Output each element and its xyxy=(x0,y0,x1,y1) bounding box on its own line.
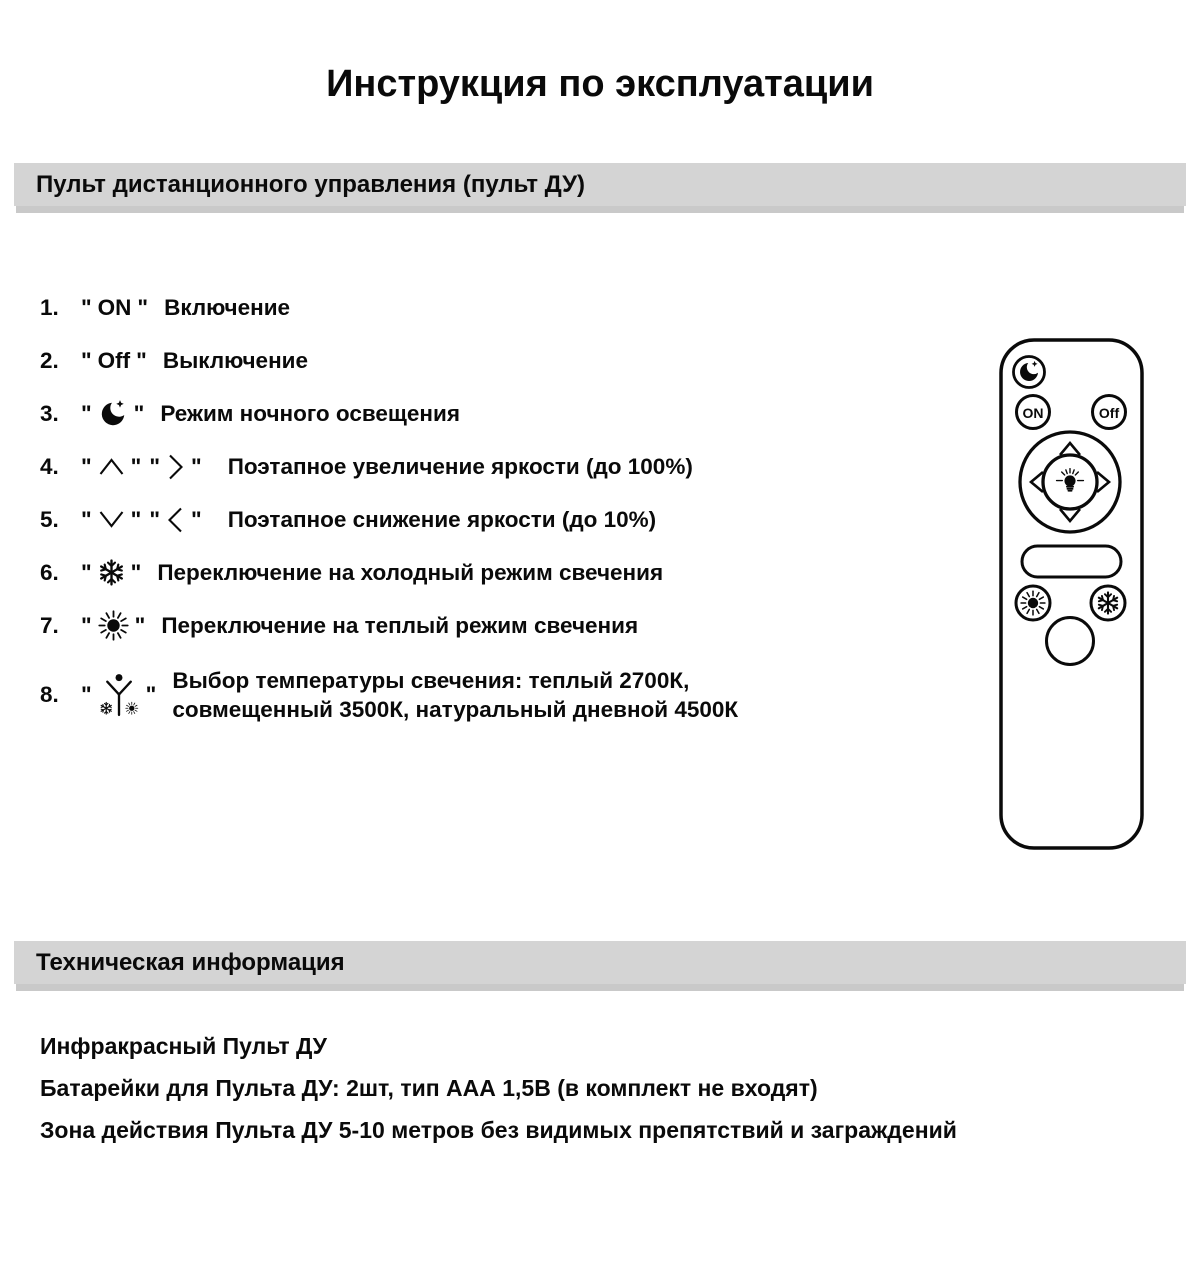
item-description-line1: Выбор температуры свечения: теплый 2700К, xyxy=(172,668,690,693)
quote-mark: " xyxy=(81,612,92,638)
quote-mark: " xyxy=(136,347,147,373)
tech-info-block xyxy=(40,1025,1200,1151)
quote-mark: " xyxy=(149,453,161,479)
quote-mark: " xyxy=(130,559,142,585)
quote-mark: " xyxy=(191,453,202,479)
quote-mark: " xyxy=(130,506,142,532)
snowflake-icon xyxy=(98,559,125,586)
item-description: Переключение на холодный режим свечения xyxy=(157,559,664,585)
item-number: 8. xyxy=(40,682,59,707)
item-number: 3. xyxy=(40,400,59,426)
quote-mark: " xyxy=(149,506,161,532)
quote-mark: " xyxy=(137,294,149,320)
chevron-down-icon xyxy=(98,509,125,530)
quote-mark: " xyxy=(81,294,92,320)
chevron-left-icon xyxy=(166,506,185,534)
item-description-line2: совмещенный 3500К, натуральный дневной 4500К xyxy=(172,697,739,722)
section-header-tech xyxy=(14,941,1186,984)
on-button-label: ON xyxy=(97,294,132,320)
item-number: 1. xyxy=(40,294,59,320)
chevron-right-icon xyxy=(166,453,185,481)
list-item-on xyxy=(40,281,1200,334)
sun-icon xyxy=(98,610,129,641)
section-header-tech-label: Техническая информация xyxy=(36,948,345,976)
remote-control-diagram xyxy=(999,338,1145,851)
quote-mark: " xyxy=(145,682,157,707)
warm-mode-button xyxy=(1016,586,1050,620)
item-description: Включение xyxy=(164,294,291,320)
quote-mark: " xyxy=(130,453,142,479)
quote-mark: " xyxy=(133,400,145,426)
item-number: 7. xyxy=(40,612,59,638)
tech-line-batteries: Батарейки для Пульта ДУ: 2шт, тип ААА 1,5В (в комплект не входят) xyxy=(40,1075,818,1101)
item-number: 6. xyxy=(40,559,59,585)
item-description xyxy=(172,666,738,724)
item-description: Поэтапное увеличение яркости (до 100%) xyxy=(227,453,693,479)
quote-mark: " xyxy=(81,347,92,373)
off-button-label: Off xyxy=(1098,405,1120,421)
chevron-up-icon xyxy=(98,456,125,477)
item-number: 4. xyxy=(40,453,59,479)
page-title: Инструкция по эксплуатации xyxy=(326,63,874,105)
section-header-remote xyxy=(14,163,1186,206)
quote-mark: " xyxy=(81,400,92,426)
item-number: 2. xyxy=(40,347,59,373)
on-button-label: ON xyxy=(1022,405,1044,421)
item-description: Поэтапное снижение яркости (до 10%) xyxy=(227,506,657,532)
quote-mark: " xyxy=(81,453,92,479)
section-header-remote-label: Пульт дистанционного управления (пульт ДУ) xyxy=(36,170,585,198)
quote-mark: " xyxy=(81,506,92,532)
moon-icon xyxy=(98,399,128,429)
item-description: Режим ночного освещения xyxy=(160,400,460,426)
quote-mark: " xyxy=(81,682,92,707)
temperature-select-icon xyxy=(98,672,140,719)
off-button-label: Off xyxy=(97,347,131,373)
tech-line-range: Зона действия Пульта ДУ 5-10 метров без видимых препятствий и заграждений xyxy=(40,1117,957,1143)
tech-line-remote-type: Инфракрасный Пульт ДУ xyxy=(40,1033,327,1059)
item-description: Выключение xyxy=(162,347,309,373)
quote-mark: " xyxy=(191,506,202,532)
item-number: 5. xyxy=(40,506,59,532)
quote-mark: " xyxy=(134,612,146,638)
item-description: Переключение на теплый режим свечения xyxy=(161,612,639,638)
quote-mark: " xyxy=(81,559,92,585)
